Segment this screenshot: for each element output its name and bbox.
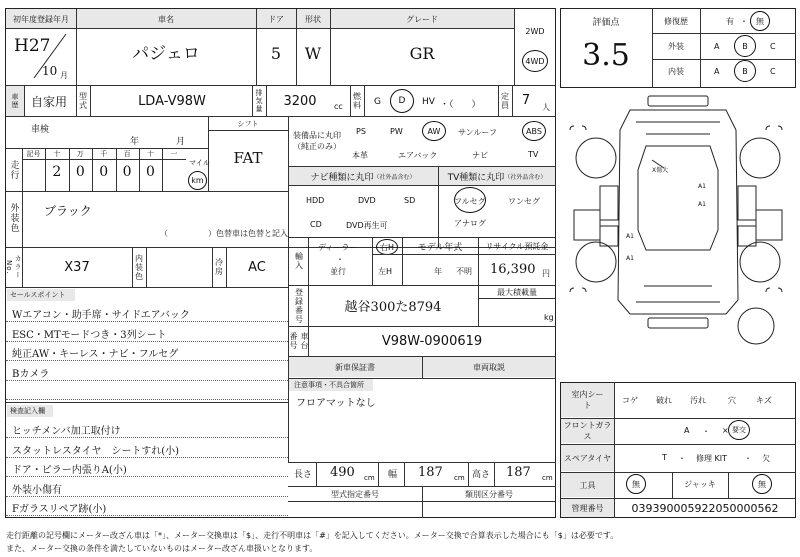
model-year-label: モデル年式 xyxy=(417,242,463,253)
fuel-d: D xyxy=(398,96,406,106)
repair-no-circled xyxy=(750,11,770,31)
inspection-month-unit: 月 xyxy=(176,137,186,147)
height-value: 187 xyxy=(506,465,531,480)
equipment-item: ナビ xyxy=(472,151,488,160)
recycle-label: リサイクル預託金 xyxy=(485,241,549,251)
navi-item-dvd-play: DVD再生可 xyxy=(346,221,388,230)
interior-sheet-label-text: 室内シート xyxy=(571,390,604,410)
mileage-digit: 0 xyxy=(75,164,85,180)
inspector-line: Fガラスリペア跡(小) xyxy=(12,504,107,515)
color-note: （ ）色替車は色替と記入 xyxy=(160,229,288,238)
first-reg-label: 初年度登録年月 xyxy=(13,14,69,24)
spare-dot1: ・ xyxy=(678,454,686,463)
navi-label-text: ナビ種類に丸印 xyxy=(310,172,374,183)
mileage-digit: 2 xyxy=(52,164,62,180)
bracket-marks xyxy=(570,126,782,292)
max-load-label: 最大積載量 xyxy=(497,287,537,297)
vehicle-manual: 車両取説 xyxy=(473,362,505,372)
max-load-kg: kg xyxy=(544,313,554,322)
mileage-digit xyxy=(22,164,45,186)
inspection-year-unit: 年 xyxy=(130,137,140,147)
equipment-item: 本革 xyxy=(352,151,368,160)
mileage-label: 走行 xyxy=(8,160,19,180)
drive-2wd: 2WD xyxy=(525,26,545,36)
spare-t: T xyxy=(662,453,667,462)
tools-label: 工具 xyxy=(561,473,614,497)
mileage-digit-label: 一 xyxy=(170,150,178,158)
usage: 自家用 xyxy=(30,94,67,109)
height-cm: cm xyxy=(542,474,553,482)
exterior-label: 外装 xyxy=(668,41,684,51)
windshield-x: × xyxy=(722,426,729,435)
mileage-digit-label: 万 xyxy=(76,150,84,158)
fuel-g: G xyxy=(374,97,381,107)
mileage-digit-label: 千 xyxy=(100,150,108,158)
car-hood-lines xyxy=(636,122,720,134)
diagram-note-4: A1 xyxy=(626,255,634,262)
interior-sheet-item: 汚れ xyxy=(690,396,706,405)
tv-label-text: TV種類に丸印 xyxy=(447,172,505,183)
left-front-door xyxy=(600,186,618,220)
inspector-label: 検査記入欄 xyxy=(10,407,45,415)
tv-sub: （社外品含む） xyxy=(504,173,547,181)
spare-none: 欠 xyxy=(762,454,770,463)
windshield-replace-circled xyxy=(728,420,750,440)
repair-yes: 有 xyxy=(726,17,734,26)
chassis-label: 車台番号 xyxy=(289,332,309,350)
front-left-wheel xyxy=(576,138,616,178)
ac-label: 冷房 xyxy=(214,258,224,276)
width-value: 187 xyxy=(418,465,443,480)
cc-unit: cc xyxy=(334,102,343,111)
interior-color-label: 内装色 xyxy=(134,253,144,281)
exterior-b: B xyxy=(742,41,748,51)
repair-no: 無 xyxy=(756,16,764,26)
km-label: km xyxy=(191,176,204,185)
score-label: 評価点 xyxy=(592,17,620,28)
equipment-item: エアバック xyxy=(398,151,438,160)
capacity: 7 xyxy=(521,92,531,108)
reg-era-year: H27 xyxy=(14,36,51,56)
car-name-label: 車名 xyxy=(158,14,174,24)
mileage-digit: 0 xyxy=(122,164,132,180)
color-label: 外装色 xyxy=(8,203,19,233)
windshield-label: フロントガラス xyxy=(561,419,614,443)
interior-a: A xyxy=(714,67,720,76)
displacement: 3200 xyxy=(283,93,317,109)
equipment-item-circled: AW xyxy=(422,121,446,141)
mgmt-label: 管理番号 xyxy=(561,499,614,517)
shape-label: 形状 xyxy=(305,14,321,24)
inspector-line: 外装小傷有 xyxy=(12,484,62,496)
equipment-item: PW xyxy=(390,127,403,136)
jack-value: 無 xyxy=(758,479,766,489)
left-hand: 左H xyxy=(378,267,393,276)
fuel-paren: ・（ ） xyxy=(440,100,481,110)
car-damage-diagram xyxy=(560,90,796,380)
navi-item-sd: SD xyxy=(404,196,416,205)
inspector-line: スタットレスタイヤ シートすれ(小) xyxy=(12,445,180,457)
car-name: パジェロ xyxy=(132,43,200,64)
car-body-outline xyxy=(618,110,738,314)
reg-month-unit: 月 xyxy=(60,71,68,80)
front-bumper xyxy=(648,96,708,106)
windshield-a: A xyxy=(684,426,690,435)
width-cm: cm xyxy=(454,474,465,482)
fuel-d-circled xyxy=(390,89,414,113)
exterior-a: A xyxy=(714,42,720,51)
new-car-warranty: 新車保証書 xyxy=(335,362,375,372)
grade: GR xyxy=(409,43,435,63)
ac-value: AC xyxy=(248,259,266,275)
displacement-label: 排気量 xyxy=(255,89,263,113)
right-hand: 右H xyxy=(379,242,394,252)
tv-item-analog: アナログ xyxy=(454,219,486,228)
drive-4wd: 4WD xyxy=(525,56,545,66)
rear-left-wheel xyxy=(576,242,616,282)
colorno-label: カラーNo. xyxy=(5,255,22,279)
shape: W xyxy=(304,43,322,63)
doors: 5 xyxy=(270,43,282,63)
reg-month: 10 xyxy=(42,64,58,78)
right-hand-circled xyxy=(376,239,398,255)
import-dealer: ディーラー xyxy=(318,243,358,252)
repair-label: 修復歴 xyxy=(664,16,688,26)
grade-label: グレード xyxy=(406,14,438,24)
car-rear-lines xyxy=(636,286,720,302)
mileage-digit-label: 十 xyxy=(147,150,154,158)
interior-sheet-label xyxy=(561,383,614,417)
diagram-note-0: X傷大 xyxy=(652,167,669,174)
chassis-value: V98W-0900619 xyxy=(381,333,483,349)
interior-b-circled xyxy=(734,60,756,82)
registration-value: 越谷300た8794 xyxy=(344,299,442,315)
recycle-value: 16,390 xyxy=(490,262,536,277)
inspector-line: ドア・ピラー内張りA(小) xyxy=(12,465,127,476)
mileage-digit: 0 xyxy=(99,164,109,180)
windshield-replace: 要交 xyxy=(732,426,746,434)
rear-right-wheel xyxy=(740,242,780,282)
model: LDA-V98W xyxy=(138,93,206,109)
equipment-item-circled: ABS xyxy=(522,121,546,141)
interior-b: B xyxy=(742,66,748,76)
sales-point-line: 純正AW・キーレス・ナビ・フルセグ xyxy=(12,349,179,360)
interior-sheet-item: 穴 xyxy=(728,396,736,405)
tv-item-fullseg: フルセグ xyxy=(454,197,486,206)
model-year-unknown: 不明 xyxy=(456,267,472,276)
jack-label: ジャッキ xyxy=(684,479,716,489)
spare-label: スペアタイヤ xyxy=(561,445,614,471)
equipment-item: サンルーフ xyxy=(458,128,497,137)
sales-point-line: Bカメラ xyxy=(12,368,50,380)
capacity-unit: 人 xyxy=(542,103,550,112)
fuel-hv: HV xyxy=(422,97,435,107)
mileage-digit-label: 記号 xyxy=(26,150,41,158)
import-parallel: 並行 xyxy=(330,267,346,276)
diagram-note-3: A1 xyxy=(626,233,634,240)
class-label: 類別区分番号 xyxy=(465,489,513,499)
spare-wheel xyxy=(738,308,774,344)
diagram-note-2: A1 xyxy=(698,201,706,208)
interior-sheet-item: コゲ xyxy=(622,396,638,405)
exterior-c: C xyxy=(770,42,776,51)
footer-line2: また、メーター交換の条件を満たしていないものはメーター改ざん車扱いとなります。 xyxy=(6,544,318,553)
navi-item-dvd: DVD xyxy=(358,196,376,205)
footer-line1: 走行距離の記号欄にメーター改ざん車は「*」、メーター交換車は「$」、走行不明車は「#」を記入してください。メーター交換で合算表示した場合にも「$」は必要です。 xyxy=(6,531,619,540)
model-label: 型式 xyxy=(78,92,88,110)
mileage-digit-label: 十 xyxy=(53,150,61,158)
tv-label xyxy=(438,167,556,185)
right-side-panel xyxy=(756,210,782,240)
exterior-b-circled xyxy=(734,35,756,57)
spare-dot2: ・ xyxy=(744,454,752,463)
front-right-wheel xyxy=(740,138,780,178)
interior-sheet-item: キズ xyxy=(756,396,772,405)
height-label: 高さ xyxy=(472,470,491,480)
sales-point-line: ESC・MTモードつき・3列シート xyxy=(12,329,167,341)
rear-bumper xyxy=(648,318,708,328)
windshield-dot: ・ xyxy=(702,427,710,436)
tools-circled xyxy=(626,474,646,494)
inspection-label: 車検 xyxy=(30,124,49,135)
length-label: 長さ xyxy=(294,470,313,480)
tv-item-oneseg: ワンセグ xyxy=(508,197,540,206)
import-dot: ・ xyxy=(336,255,344,264)
spare-repair-kit: 修理 KIT xyxy=(696,454,728,463)
shift-label: シフト xyxy=(237,120,259,128)
repair-dot: ・ xyxy=(740,17,748,26)
navi-item-hdd: HDD xyxy=(306,196,325,205)
right-front-door xyxy=(738,186,756,220)
door-label: ドア xyxy=(268,14,284,24)
fuel-label: 燃料 xyxy=(352,92,362,110)
left-side-panel xyxy=(574,210,600,240)
interior-c: C xyxy=(770,67,776,76)
import-label: 輸入 xyxy=(294,252,304,270)
model-year-year: 年 xyxy=(434,267,442,276)
notes-label: 注意事項・不具合箇所 xyxy=(294,381,364,389)
capacity-label: 定員 xyxy=(500,92,510,110)
equipment-item: PS xyxy=(356,127,366,136)
jack-circled xyxy=(752,474,772,494)
navi-label xyxy=(288,167,438,185)
registration-label: 登録番号 xyxy=(294,288,304,324)
type-spec-label: 型式指定番号 xyxy=(331,489,379,499)
interior-sheet-item: 破れ xyxy=(656,396,672,405)
width-label: 幅 xyxy=(388,470,398,480)
navi-item-cd: CD xyxy=(310,220,322,229)
navi-sub: （社外品含む） xyxy=(373,173,416,181)
shift-value: FAT xyxy=(233,149,263,167)
sales-points-label: セールスポイント xyxy=(10,291,66,299)
mileage-digit: 0 xyxy=(146,164,155,180)
inspector-line: ヒッチメンバ加工取付け xyxy=(12,426,121,437)
equipment-item: TV xyxy=(528,150,539,159)
color-value: ブラック xyxy=(44,204,92,218)
length-cm: cm xyxy=(364,474,375,482)
colorno-value: X37 xyxy=(64,259,90,275)
diagram-note-1: A1 xyxy=(698,183,706,190)
tools-value: 無 xyxy=(632,479,640,489)
mileage-digit-label: 百 xyxy=(123,150,131,158)
notes-value: フロアマットなし xyxy=(296,398,376,409)
mile-label: マイル xyxy=(189,159,210,167)
recycle-yen: 円 xyxy=(542,269,550,278)
score-value: 3.5 xyxy=(582,37,630,73)
sales-point-line: Wエアコン・助手席・サイドエアバック xyxy=(12,310,190,321)
mgmt-value: 039390005922050000562 xyxy=(631,501,779,515)
usage-label: 車歴 xyxy=(11,93,19,109)
length-value: 490 xyxy=(330,465,355,480)
equipment-label: 装備品に丸印（純正のみ） xyxy=(293,131,341,151)
car-roof-outline xyxy=(638,146,718,250)
km-circled xyxy=(188,171,207,190)
drive-4wd-circled xyxy=(522,50,548,72)
interior-label: 内装 xyxy=(668,66,684,76)
